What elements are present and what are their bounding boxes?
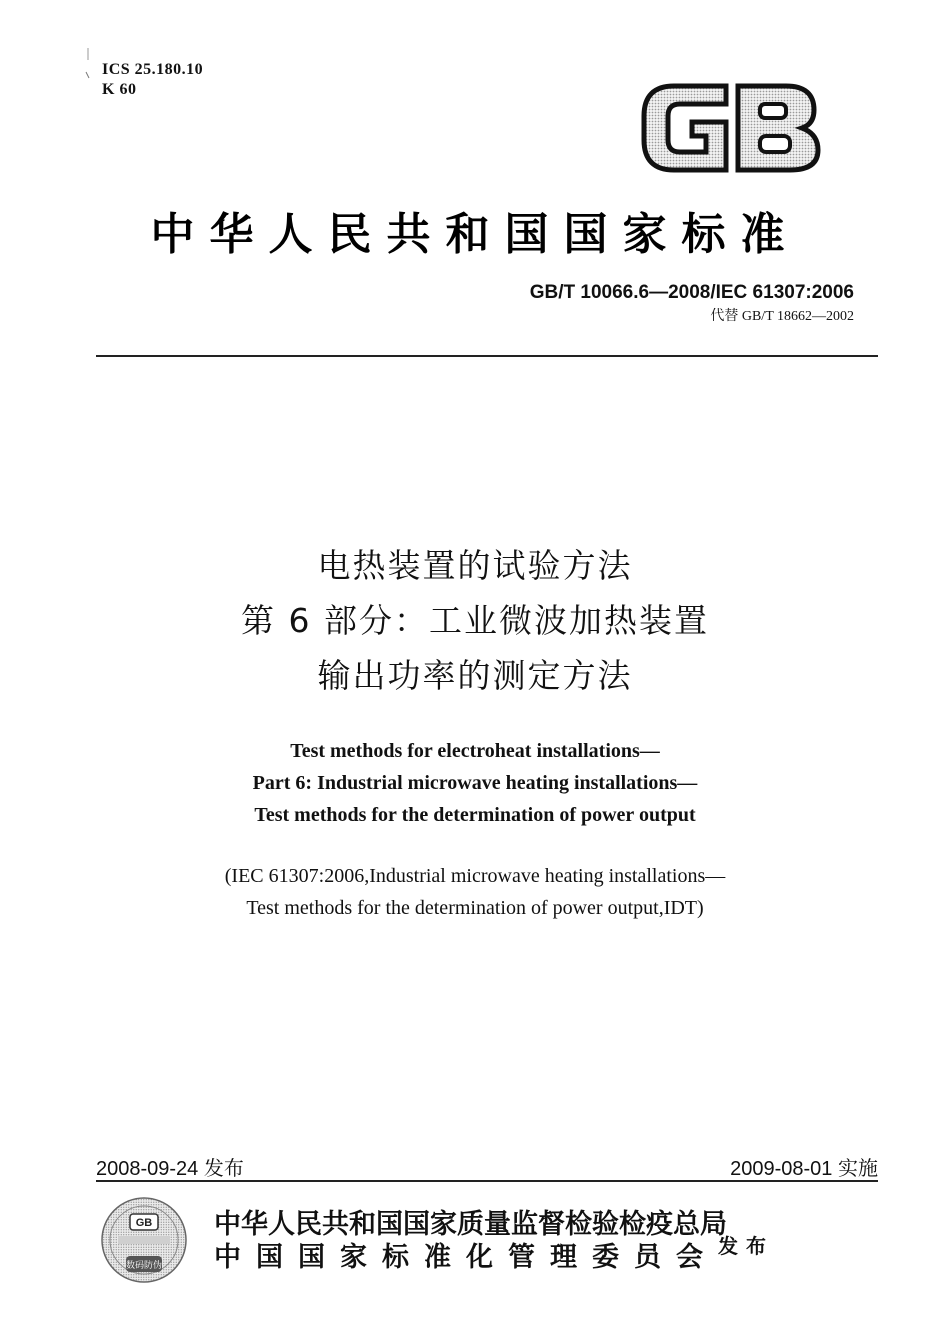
ics-code: ICS 25.180.10 bbox=[102, 61, 204, 78]
implementation-date: 2009-08-01 实施 bbox=[730, 1158, 878, 1180]
classification-codes bbox=[102, 60, 203, 100]
gb-logo bbox=[636, 72, 824, 184]
issue-date: 2008-09-24 发布 bbox=[96, 1158, 244, 1180]
chinese-title-line: 第 6 部分：工业微波加热装置 bbox=[241, 601, 709, 640]
english-title-line: Part 6: Industrial microwave heating installations— bbox=[252, 772, 698, 794]
english-title bbox=[0, 735, 950, 831]
issuer-line-1: 中华人民共和国国家质量监督检验检疫总局 bbox=[214, 1209, 727, 1240]
chinese-title bbox=[0, 538, 950, 703]
chinese-title-line: 输出功率的测定方法 bbox=[317, 656, 633, 695]
ccs-code: K 60 bbox=[102, 81, 137, 98]
standard-number: GB/T 10066.6—2008/IEC 61307:2006 bbox=[529, 282, 854, 303]
english-title-line: Test methods for the determination of power output bbox=[254, 804, 696, 826]
seal-label: 数码防伪 bbox=[125, 1261, 163, 1271]
scan-marks bbox=[85, 48, 91, 88]
chinese-title-line: 电热装置的试验方法 bbox=[317, 546, 633, 585]
iec-reference-line: Test methods for the determination of power output,IDT) bbox=[246, 897, 704, 919]
issuer-line-2: 中国国家标准化管理委员会 bbox=[214, 1242, 718, 1273]
iec-reference-line: (IEC 61307:2006,Industrial microwave heating installations— bbox=[224, 865, 726, 887]
national-standard-title: 中华人民共和国国家标准 bbox=[150, 209, 800, 260]
svg-text:GB: GB bbox=[135, 1217, 153, 1229]
anti-counterfeit-seal bbox=[100, 1196, 188, 1284]
footer-divider bbox=[96, 1180, 878, 1182]
iec-reference bbox=[0, 860, 950, 924]
english-title-line: Test methods for electroheat installations— bbox=[290, 740, 660, 762]
header-divider bbox=[96, 355, 878, 357]
issuing-organizations bbox=[214, 1208, 727, 1274]
publish-label: 发布 bbox=[718, 1234, 774, 1258]
replaces-standard: 代替 GB/T 18662—2002 bbox=[710, 309, 854, 324]
